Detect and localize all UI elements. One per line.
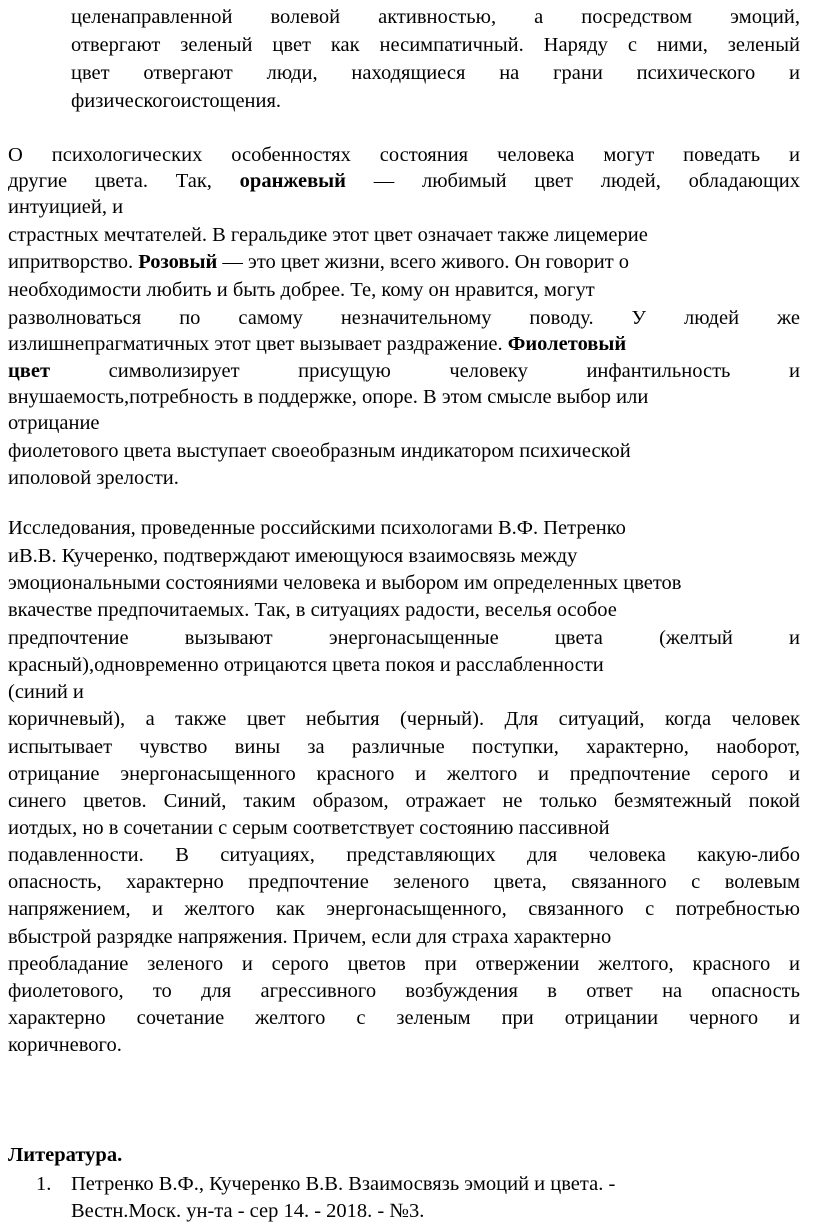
paragraph-3-line-6: красный),одновременно отрицаются цвета покоя и расслабленности — [8, 654, 604, 676]
paragraph-3-line-14: опасность, характерно предпочтение зеленого цвета, связанного с волевым — [8, 871, 800, 893]
text-run: — это цвет жизни, всего живого. Он говорит о — [217, 251, 630, 273]
paragraph-2-line-9 — [8, 358, 800, 385]
text-run: символизирует присущую человеку инфантильность и — [50, 360, 800, 382]
paragraph-3-line-5: предпочтение вызывают энергонасыщенные цвета (желтый и — [8, 627, 800, 649]
paragraph-3-line-15: напряжением, и желтого как энергонасыщенного, связанного с потребностью — [8, 898, 800, 920]
paragraph-2-line-2 — [8, 168, 800, 195]
paragraph-3-line-3: эмоциональными состояниями человека и выбором им определенных цветов — [8, 572, 682, 594]
bold-term-orange: оранжевый — [239, 170, 346, 192]
paragraph-3-line-13: подавленности. В ситуациях, представляющих для человека какую-либо — [8, 844, 800, 866]
paragraph-3-line-20: коричневого. — [8, 1034, 122, 1056]
paragraph-3-line-1: Исследования, проведенные российскими психологами В.Ф. Петренко — [8, 517, 626, 539]
paragraph-3-line-12: иотдых, но в сочетании с серым соответствует состоянию пассивной — [8, 817, 610, 839]
paragraph-3-line-19: характерно сочетание желтого с зеленым при отрицании черного и — [8, 1007, 800, 1029]
bold-term-pink: Розовый — [138, 251, 218, 273]
literature-item-line-1: Петренко В.Ф., Кучеренко В.В. Взаимосвязь эмоций и цвета. - — [71, 1173, 616, 1195]
paragraph-3-line-9: испытывает чувство вины за различные поступки, характерно, наоборот, — [8, 736, 800, 758]
paragraph-1-line-2: отвергают зеленый цвет как несимпатичный. Наряду с ними, зеленый — [71, 34, 800, 56]
paragraph-3-line-2: иВ.В. Кучеренко, подтверждают имеющуюся взаимосвязь между — [8, 545, 578, 567]
paragraph-2-line-6: необходимости любить и быть добрее. Те, кому он нравится, могут — [8, 279, 595, 301]
literature-item-line-2: Вестн.Моск. ун-та - сер 14. - 2018. - №3. — [71, 1200, 425, 1222]
paragraph-1-line-4: физическогоистощения. — [71, 90, 282, 112]
paragraph-2-line-7: разволноваться по самому незначительному поводу. У людей же — [8, 307, 800, 329]
paragraph-2-line-13: иполовой зрелости. — [8, 467, 179, 489]
paragraph-2-line-3: интуицией, и — [8, 196, 124, 218]
text-run: — любимый цвет людей, обладающих — [345, 170, 800, 192]
text-run: излишнепрагматичных этот цвет вызывает раздражение. — [8, 333, 508, 355]
literature-heading: Литература. — [8, 1144, 123, 1166]
paragraph-1-line-1: целенаправленной волевой активностью, а посредством эмоций, — [71, 6, 800, 28]
paragraph-3-line-16: вбыстрой разрядке напряжения. Причем, если для страха характерно — [8, 926, 612, 948]
bold-term-color: цвет — [8, 360, 51, 382]
paragraph-3-line-11: синего цветов. Синий, таким образом, отражает не только безмятежный покой — [8, 790, 800, 812]
literature-item-number: 1. — [36, 1173, 52, 1195]
paragraph-3-line-17: преобладание зеленого и серого цветов при отвержении желтого, красного и — [8, 953, 800, 975]
paragraph-2-line-4: страстных мечтателей. В геральдике этот цвет означает также лицемерие — [8, 224, 648, 246]
paragraph-2-line-8 — [8, 331, 800, 358]
bold-term-violet: Фиолетовый — [507, 333, 627, 355]
text-run: другие цвета. Так, — [8, 170, 240, 192]
paragraph-3-line-4: вкачестве предпочитаемых. Так, в ситуациях радости, веселья особое — [8, 599, 617, 621]
paragraph-2-line-1: О психологических особенностях состояния человека могут поведать и — [8, 144, 800, 166]
paragraph-3-line-7: (синий и — [8, 681, 84, 703]
paragraph-3-line-18: фиолетового, то для агрессивного возбуждения в ответ на опасность — [8, 980, 800, 1002]
paragraph-3-line-10: отрицание энергонасыщенного красного и желтого и предпочтение серого и — [8, 763, 800, 785]
paragraph-3-line-8: коричневый), а также цвет небытия (черный). Для ситуаций, когда человек — [8, 708, 800, 730]
paragraph-2-line-5 — [8, 249, 800, 276]
text-run: ипритворство. — [8, 251, 139, 273]
paragraph-2-line-11: отрицание — [8, 412, 100, 434]
paragraph-2-line-10: внушаемость,потребность в поддержке, опоре. В этом смысле выбор или — [8, 386, 649, 408]
paragraph-2-line-12: фиолетового цвета выступает своеобразным индикатором психической — [8, 440, 631, 462]
paragraph-1-line-3: цвет отвергают люди, находящиеся на грани психического и — [71, 62, 800, 84]
